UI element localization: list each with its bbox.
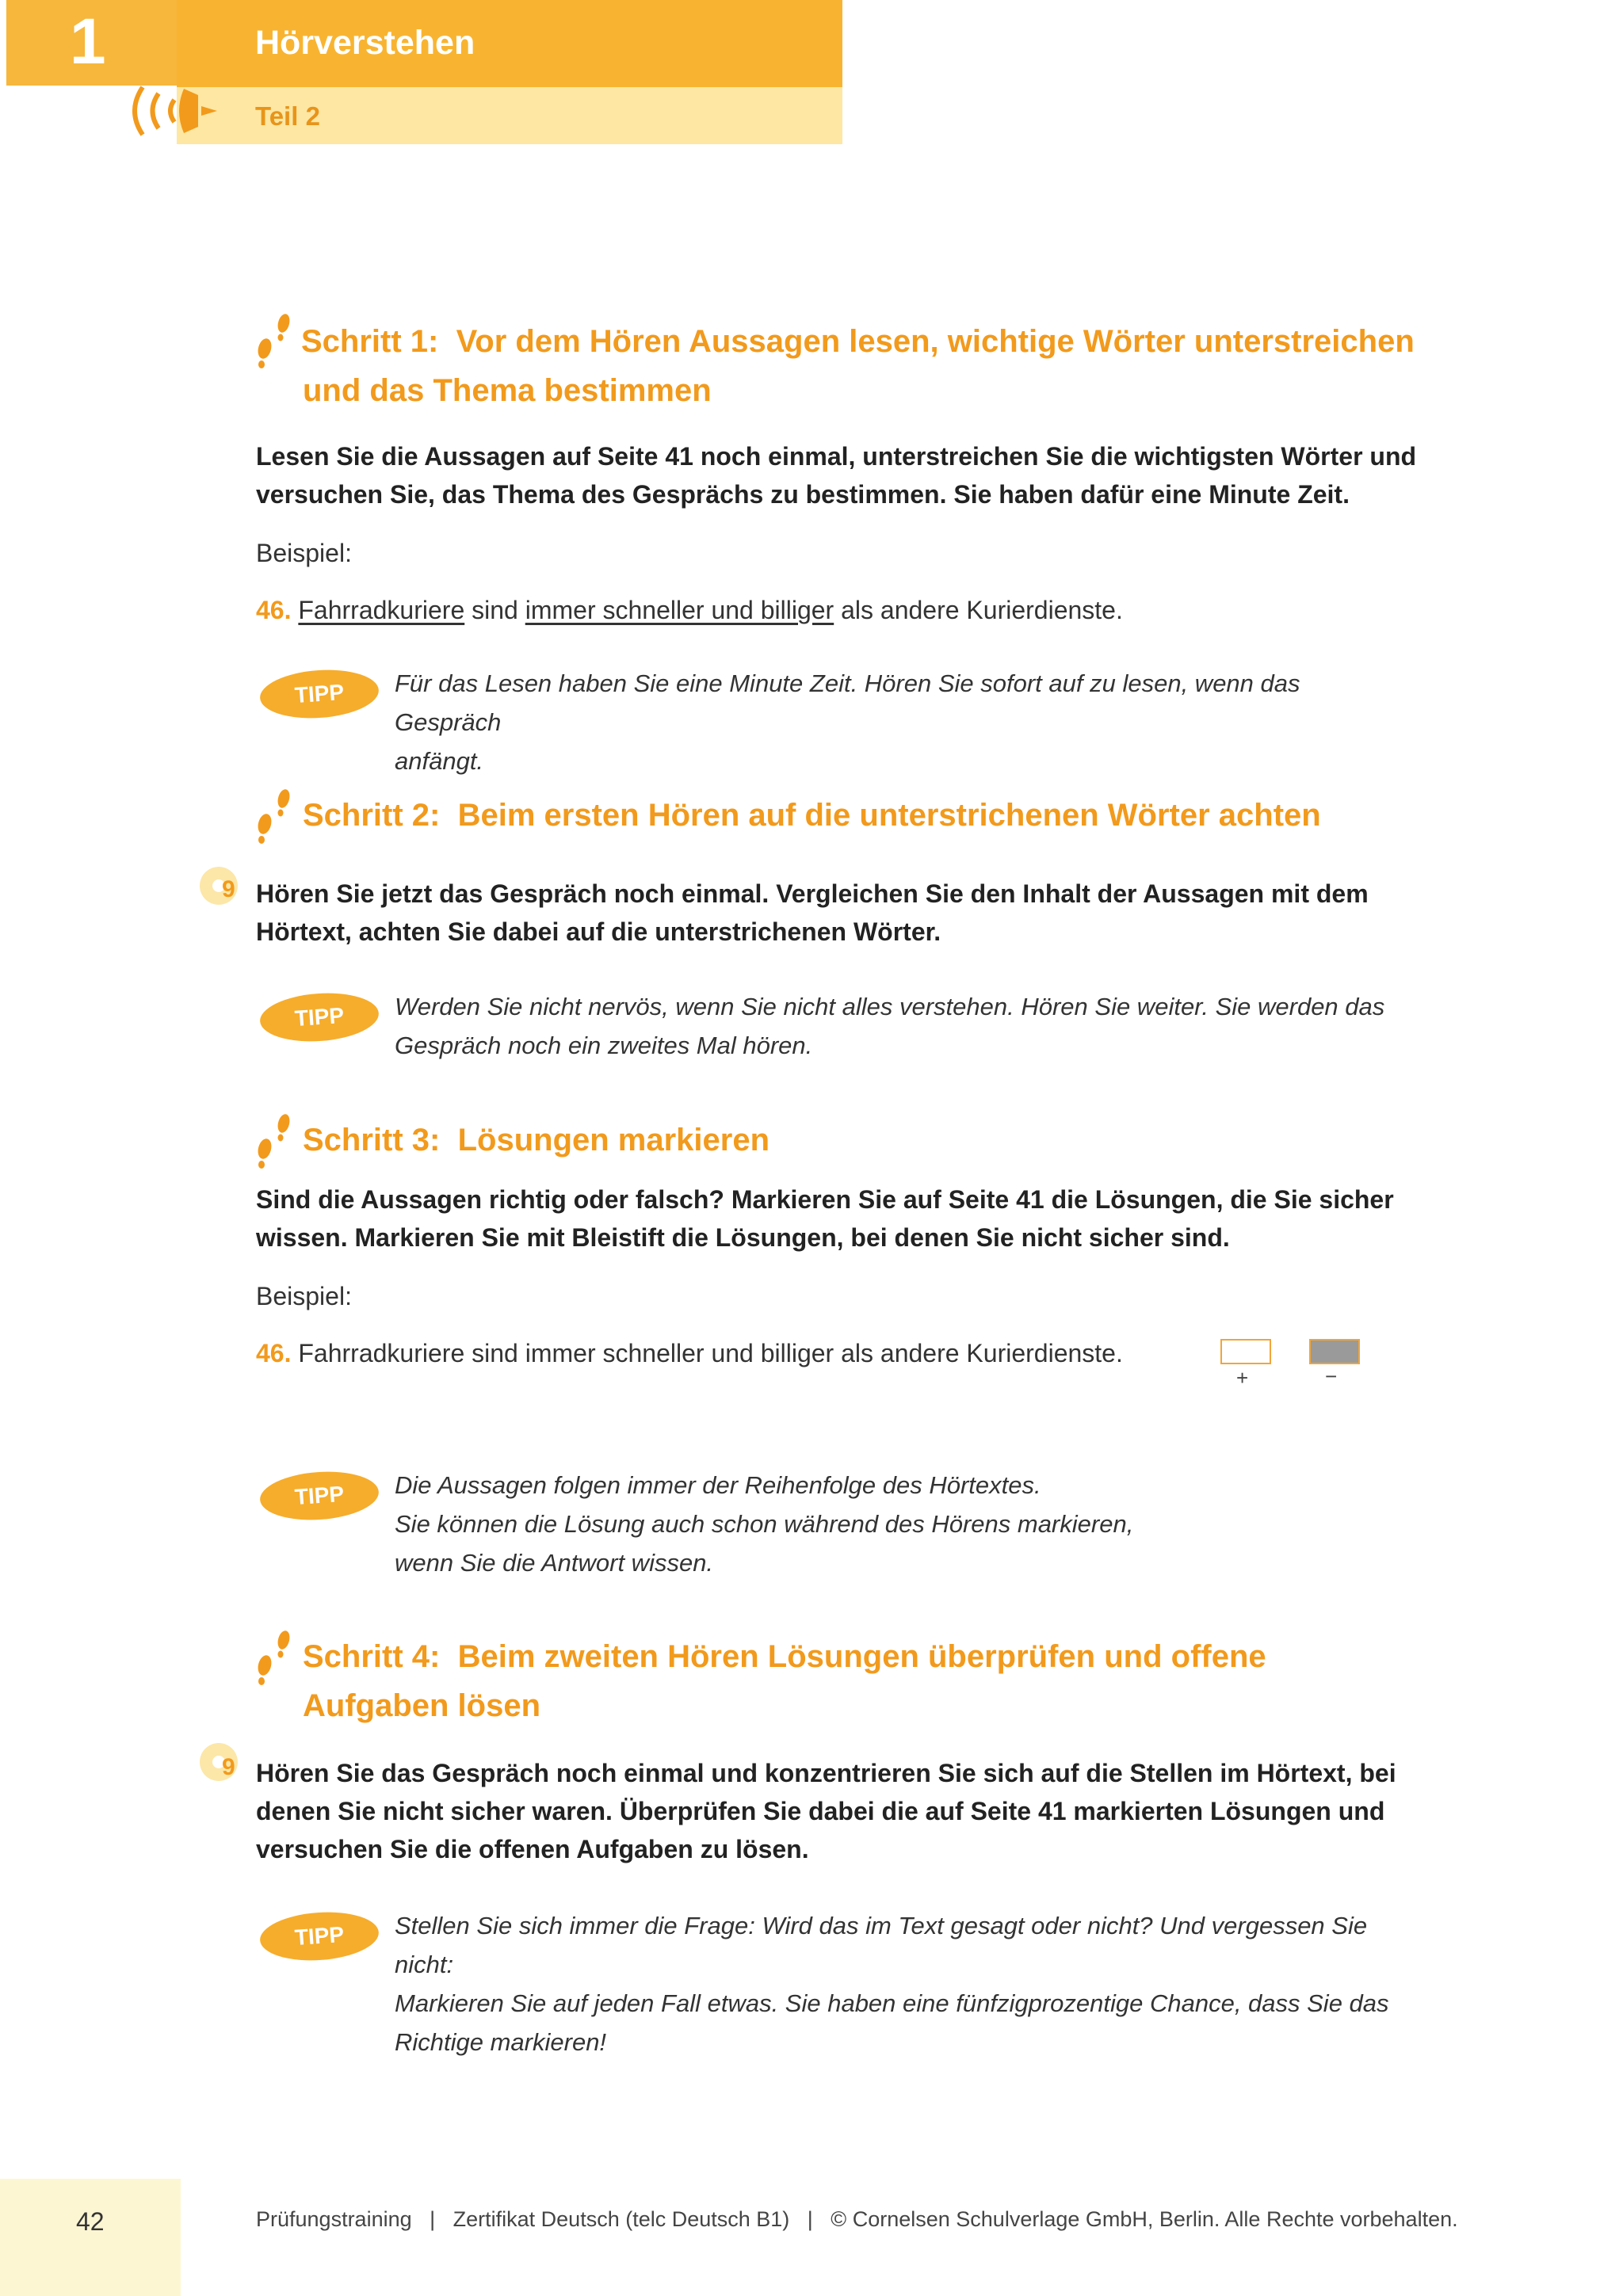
footer-page-box [0, 2179, 181, 2296]
step-4-tipp-line2: Markieren Sie auf jeden Fall etwas. Sie haben eine fünfzigprozentige Chance, dass Sie das [395, 1989, 1389, 2017]
example-text-4: als andere Kurierdienste. [834, 596, 1123, 624]
falsch-checkbox-marked[interactable] [1309, 1339, 1360, 1364]
step-4-tipp-line3: Richtige markieren! [395, 2028, 607, 2056]
tipp-badge: TIPP [258, 1909, 380, 1964]
plus-label: + [1236, 1366, 1249, 1390]
tipp-badge: TIPP [258, 666, 380, 722]
page-subtitle: Teil 2 [255, 101, 320, 131]
step-3-label: Schritt 3: [303, 1123, 441, 1158]
footsteps-icon [250, 1108, 300, 1169]
step-4-heading-line1: Beim zweiten Hören Lösungen überprüfen und offene [457, 1639, 1266, 1674]
step-3-example-label: Beispiel: [256, 1282, 352, 1310]
richtig-checkbox[interactable] [1220, 1339, 1271, 1364]
step-1-instruction-line1: Lesen Sie die Aussagen auf Seite 41 noch einmal, unterstreichen Sie die wichtigsten Wörter und [256, 442, 1417, 471]
step-1-title [303, 317, 1428, 415]
example-underlined-2: immer schneller und billiger [525, 596, 834, 624]
step-4-heading-line2: Aufgaben lösen [303, 1688, 541, 1723]
step-3-tipp-line2: Sie können die Lösung auch schon während des Hörens markieren, [395, 1510, 1134, 1538]
cd-track-number: 9 [222, 1754, 235, 1780]
step-3-instruction-line1: Sind die Aussagen richtig oder falsch? Markieren Sie auf Seite 41 die Lösungen, die Sie sicher [256, 1185, 1394, 1214]
step-2-label: Schritt 2: [303, 798, 441, 833]
step-1-tipp-text [395, 664, 1409, 780]
step-1-example-label: Beispiel: [256, 539, 352, 567]
step-3-tipp-line1: Die Aussagen folgen immer der Reihenfolge des Hörtextes. [395, 1471, 1041, 1499]
step-1-tipp-line1: Für das Lesen haben Sie eine Minute Zeit. Hören Sie sofort auf zu lesen, wenn das Gespräch [395, 669, 1300, 736]
cd-track-number: 9 [222, 876, 235, 902]
step-4-label: Schritt 4: [303, 1639, 441, 1674]
footer-text: Prüfungstraining | Zertifikat Deutsch (telc Deutsch B1) | © Cornelsen Schulverlage GmbH, Berlin. Alle Rechte vorbehalten. [256, 2207, 1458, 2231]
step-2-instruction-line2: Hörtext, achten Sie dabei auf die unterstrichenen Wörter. [256, 917, 941, 946]
step-1-heading-line2: und das Thema bestimmen [303, 373, 712, 408]
footsteps-icon [250, 1624, 300, 1686]
step-3-instruction [256, 1180, 1429, 1257]
step-2-instruction [256, 875, 1429, 951]
step-4-instruction-line2: denen Sie nicht sicher waren. Überprüfen Sie dabei die auf Seite 41 markierten Lösungen und [256, 1797, 1385, 1825]
step-3-title [303, 1116, 1428, 1165]
step-4-instruction-line1: Hören Sie das Gespräch noch einmal und konzentrieren Sie sich auf die Stellen im Hörtext, bei [256, 1759, 1396, 1787]
step-2-title [303, 791, 1428, 840]
page-number: 42 [76, 2207, 105, 2236]
chapter-number: 1 [70, 6, 106, 78]
step-1-instruction-line2: versuchen Sie, das Thema des Gesprächs zu bestimmen. Sie haben dafür eine Minute Zeit. [256, 480, 1350, 509]
step-2-instruction-line1: Hören Sie jetzt das Gespräch noch einmal. Vergleichen Sie den Inhalt der Aussagen mit dem [256, 879, 1369, 908]
tipp-badge: TIPP [258, 1468, 380, 1524]
example-number: 46. [256, 1339, 292, 1367]
speaker-icon [119, 71, 230, 151]
step-4-tipp-text [395, 1906, 1409, 2061]
minus-label: − [1325, 1364, 1338, 1388]
step-3-heading-line1: Lösungen markieren [457, 1123, 770, 1158]
step-3-tipp-text [395, 1466, 1409, 1582]
step-3-tipp-line3: wenn Sie die Antwort wissen. [395, 1549, 714, 1577]
example-text: Fahrradkuriere sind immer schneller und billiger als andere Kurierdienste. [298, 1339, 1123, 1367]
example-number: 46. [256, 596, 292, 624]
step-1-label: Schritt 1: [301, 324, 439, 359]
example-text-2: sind [464, 596, 525, 624]
tipp-badge: TIPP [258, 990, 380, 1045]
step-2-heading-line1: Beim ersten Hören auf die unterstrichenen Wörter achten [457, 798, 1321, 833]
step-4-title [303, 1632, 1428, 1730]
step-1-tipp-line2: anfängt. [395, 747, 484, 775]
page-title: Hörverstehen [255, 24, 475, 62]
step-2-tipp-line1: Werden Sie nicht nervös, wenn Sie nicht alles verstehen. Hören Sie weiter. Sie werden das [395, 993, 1385, 1020]
step-1-instruction [256, 437, 1429, 513]
step-4-tipp-line1: Stellen Sie sich immer die Frage: Wird das im Text gesagt oder nicht? Und vergessen Sie nicht: [395, 1912, 1368, 1978]
step-4-instruction-line3: versuchen Sie die offenen Aufgaben zu lösen. [256, 1835, 809, 1863]
footsteps-icon [250, 783, 300, 845]
step-3-example [256, 1336, 1123, 1371]
example-underlined-1: Fahrradkuriere [298, 596, 465, 624]
step-1-example [256, 593, 1123, 627]
step-2-tipp-line2: Gespräch noch ein zweites Mal hören. [395, 1032, 813, 1059]
step-3-instruction-line2: wissen. Markieren Sie mit Bleistift die Lösungen, bei denen Sie nicht sicher sind. [256, 1223, 1230, 1252]
step-1-heading-line1: Vor dem Hören Aussagen lesen, wichtige Wörter unterstreichen [456, 324, 1415, 359]
step-4-instruction [256, 1754, 1429, 1868]
footsteps-icon [250, 307, 300, 369]
step-2-tipp-text [395, 987, 1409, 1065]
